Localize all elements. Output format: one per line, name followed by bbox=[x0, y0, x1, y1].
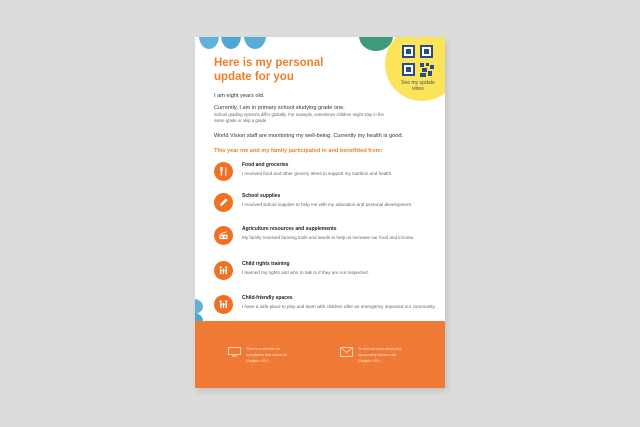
family-icon bbox=[214, 261, 233, 280]
intro-health: World Vision staff are monitoring my well-being. Currently my health is good. bbox=[214, 133, 404, 139]
fork-knife-icon bbox=[214, 162, 233, 181]
benefit-desc: I received school supplies to help me with my education and personal development. bbox=[242, 202, 413, 207]
decor-blob-blue bbox=[195, 299, 203, 314]
benefit-desc: I learned my rights and who to talk to if they are not respected. bbox=[242, 270, 369, 275]
benefit-item bbox=[214, 295, 439, 321]
decor-blob-blue bbox=[221, 37, 241, 49]
benefit-title: School supplies bbox=[242, 193, 281, 199]
envelope-icon bbox=[340, 347, 353, 357]
benefit-item bbox=[214, 193, 439, 219]
benefit-title: Child rights training bbox=[242, 261, 290, 267]
decor-blob-blue bbox=[244, 37, 266, 49]
intro-age: I am eight years old. bbox=[214, 93, 265, 99]
benefit-desc: My family received farming tools and seeds to help us increase our food and income. bbox=[242, 235, 415, 240]
sponsorship-update-page bbox=[195, 37, 445, 388]
page-footer bbox=[195, 321, 445, 388]
benefit-title: Agriculture resources and supplements bbox=[242, 226, 337, 232]
footer-left-text: There's a web link for compilation and videos at (illegible URL) bbox=[246, 346, 326, 364]
benefit-desc: I have a safe place to play and learn with children after an emergency impacted our community. bbox=[242, 304, 436, 309]
benefits-heading: This year me and my family participated in and benefitted from: bbox=[214, 148, 383, 154]
intro-school: Currently, I am in primary school studying grade one. bbox=[214, 105, 345, 111]
qr-badge[interactable] bbox=[385, 37, 445, 101]
benefit-desc: I received food and other grocery items to support my nutrition and health. bbox=[242, 171, 393, 176]
benefit-item bbox=[214, 261, 439, 287]
decor-blob-blue bbox=[199, 37, 219, 49]
pencil-icon bbox=[214, 193, 233, 212]
farming-tools-icon bbox=[214, 226, 233, 245]
intro-school-note: School grading systems differ globally. For example, sometimes children might stay in the same grade or skip a grade. bbox=[214, 112, 384, 123]
qr-caption: See my update video bbox=[401, 80, 435, 92]
family-icon bbox=[214, 295, 233, 314]
benefit-item bbox=[214, 162, 439, 188]
benefit-item bbox=[214, 226, 439, 252]
qr-code-icon[interactable] bbox=[401, 44, 435, 78]
footer-right-link[interactable]: (illegible URL) bbox=[358, 359, 381, 363]
footer-right-text: To find out more about your sponsorship please visit (illegible URL) bbox=[358, 346, 438, 364]
page-title: Here is my personal update for you bbox=[214, 57, 324, 83]
benefit-title: Food and groceries bbox=[242, 162, 289, 168]
monitor-icon bbox=[228, 347, 241, 357]
footer-left-link[interactable]: (illegible URL) bbox=[246, 359, 269, 363]
benefit-title: Child-friendly spaces bbox=[242, 295, 293, 301]
